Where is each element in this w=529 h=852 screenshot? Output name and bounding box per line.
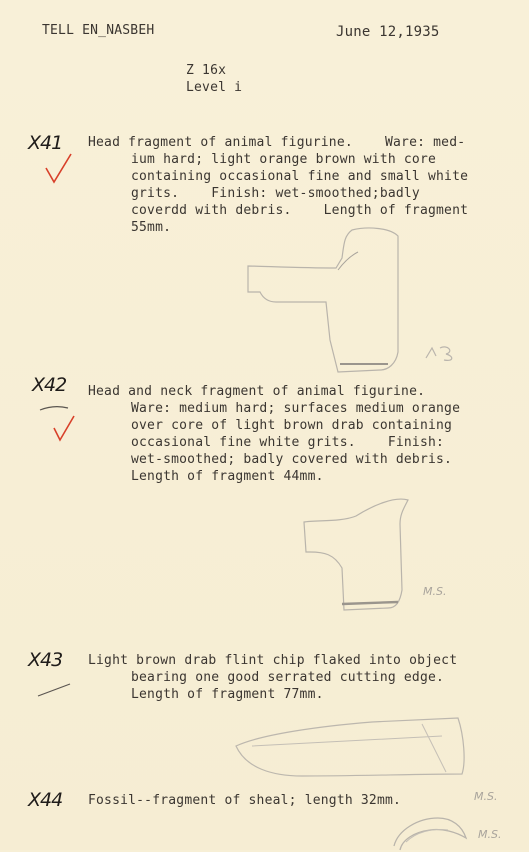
entry-text-line: Light brown drab flint chip flaked into object bbox=[88, 653, 458, 668]
entry-number: X42 bbox=[32, 374, 67, 396]
entry-number: X41 bbox=[28, 132, 63, 154]
initials-mark bbox=[424, 342, 464, 364]
entry-number: X44 bbox=[28, 789, 63, 811]
entry-text-line: Head fragment of animal figurine. Ware: med- bbox=[88, 135, 466, 150]
entry-text-line: coverdd with debris. Length of fragment bbox=[131, 203, 469, 218]
initials-mark: M.S. bbox=[474, 790, 498, 803]
figurine-drawing-x42 bbox=[296, 494, 416, 614]
initials-mark: M.S. bbox=[478, 828, 502, 841]
figurine-drawing-x41 bbox=[240, 222, 420, 382]
entry-text-line: ium hard; light orange brown with core bbox=[131, 152, 437, 167]
shell-drawing bbox=[390, 812, 470, 852]
site-name: TELL EN_NASBEH bbox=[42, 23, 155, 38]
entry-text-line: grits. Finish: wet-smoothed;badly bbox=[131, 186, 420, 201]
entry-text-line: bearing one good serrated cutting edge. bbox=[131, 670, 445, 685]
level: Level i bbox=[186, 80, 243, 95]
entry-text-line: Fossil--fragment of sheal; length 32mm. bbox=[88, 793, 402, 808]
entry-text-line: containing occasional fine and small white bbox=[131, 169, 469, 184]
entry-text-line: wet-smoothed; badly covered with debris. bbox=[131, 452, 453, 467]
entry-text-line: Ware: medium hard; surfaces medium orange bbox=[131, 401, 461, 416]
flint-chip-drawing bbox=[232, 716, 472, 786]
card-date: June 12,1935 bbox=[336, 24, 440, 40]
initials-mark: M.S. bbox=[423, 585, 447, 598]
entry-text-line: 55mm. bbox=[131, 220, 172, 235]
red-check-mark bbox=[38, 396, 78, 446]
entry-text-line: occasional fine white grits. Finish: bbox=[131, 435, 445, 450]
locus: Z 16x bbox=[186, 63, 227, 78]
entry-text-line: Length of fragment 44mm. bbox=[131, 469, 324, 484]
red-check-mark bbox=[44, 152, 74, 186]
dash-mark bbox=[36, 682, 76, 698]
entry-text-line: Head and neck fragment of animal figurine. bbox=[88, 384, 426, 399]
entry-text-line: over core of light brown drab containing bbox=[131, 418, 453, 433]
entry-number: X43 bbox=[28, 649, 63, 671]
entry-text-line: Length of fragment 77mm. bbox=[131, 687, 324, 702]
